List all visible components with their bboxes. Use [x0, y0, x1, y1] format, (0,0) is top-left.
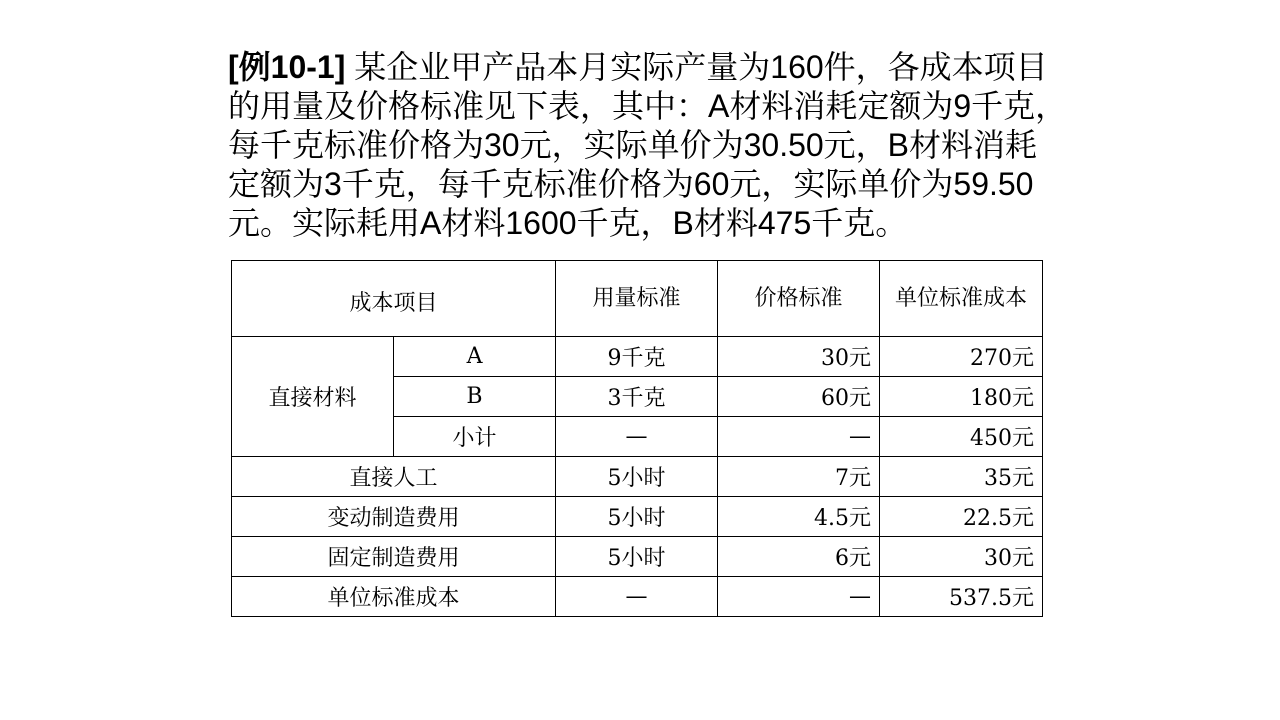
cost-cell: 537.5元 — [880, 577, 1043, 617]
table-row — [232, 537, 1043, 577]
cost-cell: 450元 — [880, 417, 1043, 457]
price-cell: — — [718, 577, 880, 617]
cost-cell: 180元 — [880, 377, 1043, 417]
price-cell: 7元 — [718, 457, 880, 497]
row-label: 固定制造费用 — [232, 537, 556, 577]
table-row — [232, 497, 1043, 537]
usage-cell: 3千克 — [556, 377, 718, 417]
standard-cost-table — [231, 260, 1043, 617]
price-cell: 60元 — [718, 377, 880, 417]
table-row — [232, 577, 1043, 617]
row-label: 直接人工 — [232, 457, 556, 497]
usage-cell: — — [556, 577, 718, 617]
cost-cell: 22.5元 — [880, 497, 1043, 537]
cost-cell: 35元 — [880, 457, 1043, 497]
price-cell: 4.5元 — [718, 497, 880, 537]
usage-cell: 5小时 — [556, 457, 718, 497]
price-cell: 30元 — [718, 337, 880, 377]
row-label: 单位标准成本 — [232, 577, 556, 617]
problem-statement — [228, 48, 1068, 243]
subtotal-label: 小计 — [394, 417, 556, 457]
table-row — [232, 457, 1043, 497]
table-row — [232, 337, 1043, 377]
cost-cell: 30元 — [880, 537, 1043, 577]
usage-cell: 5小时 — [556, 497, 718, 537]
problem-text: 某企业甲产品本月实际产量为160件，各成本项目的用量及价格标准见下表，其中：A材料消耗定额为9千克，每千克标准价格为30元，实际单价为30.50元，B材料消耗定额为3千克，每千克标准价格为60元，实际单价为59.50元。实际耗用A材料1600千克，B材料475千克。 — [228, 49, 1068, 241]
header-unit-standard-cost: 单位标准成本 — [880, 261, 1043, 337]
header-usage-standard: 用量标准 — [556, 261, 718, 337]
direct-material-label: 直接材料 — [232, 337, 394, 457]
cost-cell: 270元 — [880, 337, 1043, 377]
row-label: 变动制造费用 — [232, 497, 556, 537]
header-cost-item: 成本项目 — [232, 261, 556, 337]
usage-cell: 5小时 — [556, 537, 718, 577]
header-price-standard: 价格标准 — [718, 261, 880, 337]
material-name: A — [394, 337, 556, 377]
table-header-row — [232, 261, 1043, 337]
usage-cell: 9千克 — [556, 337, 718, 377]
usage-cell: — — [556, 417, 718, 457]
price-cell: — — [718, 417, 880, 457]
price-cell: 6元 — [718, 537, 880, 577]
material-name: B — [394, 377, 556, 417]
example-tag: [例10-1] — [228, 49, 346, 85]
